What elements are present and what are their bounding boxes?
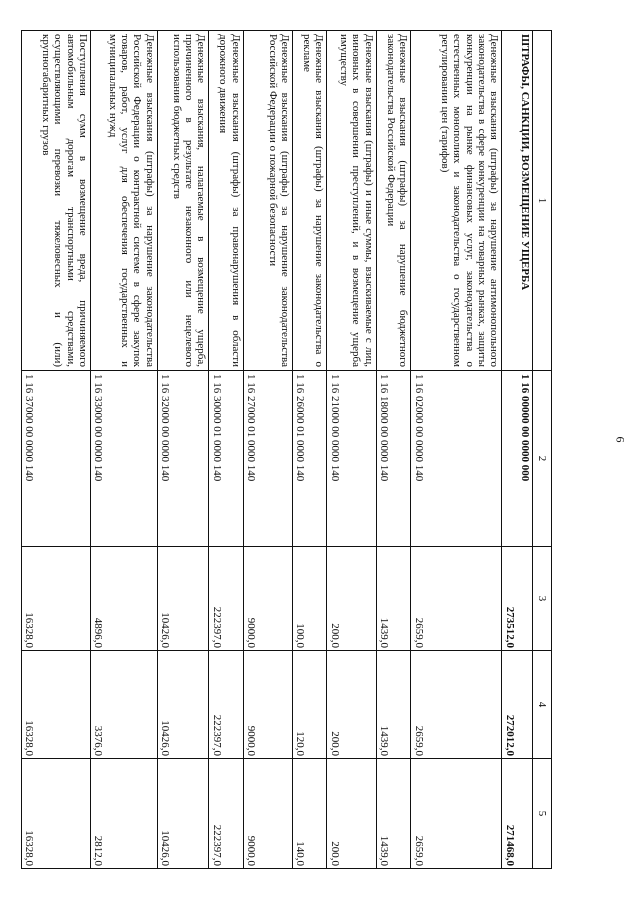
section-total-row (502, 31, 533, 869)
row-value-3: 16328,0 (22, 547, 91, 651)
row-value-4: 120,0 (292, 651, 326, 759)
row-value-4: 3376,0 (91, 651, 158, 759)
row-value-3: 10426,0 (157, 547, 209, 651)
row-code: 1 16 32000 00 0000 140 (157, 371, 209, 547)
column-number-row (533, 31, 552, 869)
row-value-5: 140,0 (292, 759, 326, 869)
section-value-5: 271468,0 (502, 759, 533, 869)
row-value-5: 16328,0 (22, 759, 91, 869)
row-value-3: 1439,0 (376, 547, 410, 651)
row-value-4: 16328,0 (22, 651, 91, 759)
revenue-table (21, 30, 552, 869)
row-value-4: 9000,0 (243, 651, 292, 759)
row-value-4: 222397,0 (209, 651, 243, 759)
row-code: 1 16 30000 01 0000 140 (209, 371, 243, 547)
table-row (209, 31, 243, 869)
row-description: Денежные взыскания (штрафы) и иные суммы, взыскиваемые с лиц, виновных в совершении преступлений, и в возмещение ущерба имуществу (327, 31, 376, 371)
row-description: Денежные взыскания, налагаемые в возмещение ущерба, причиненного в результате незаконного или нецелевого использования бюджетных средств (157, 31, 209, 371)
column-number: 2 (533, 371, 552, 547)
row-code: 1 16 18000 00 0000 140 (376, 371, 410, 547)
table-row (22, 31, 91, 869)
table-row (91, 31, 158, 869)
section-value-4: 272012,0 (502, 651, 533, 759)
row-code: 1 16 26000 01 0000 140 (292, 371, 326, 547)
table-row (376, 31, 410, 869)
table-row (411, 31, 502, 869)
row-value-5: 200,0 (327, 759, 376, 869)
row-value-4: 1439,0 (376, 651, 410, 759)
row-description: Поступления сумм в возмещение вреда, причиняемого автомобильным дорогам транспортными средствами, осуществляющими перевозки тяжеловесных и (или) крупногабаритных грузов (22, 31, 91, 371)
row-description: Денежные взыскания (штрафы) за нарушение законодательства Российской Федерации о пожарной безопасности (243, 31, 292, 371)
section-value-3: 273512,0 (502, 547, 533, 651)
section-code: 1 16 00000 00 0000 000 (502, 371, 533, 547)
row-description: Денежные взыскания (штрафы) за нарушение законодательства Российской Федерации о контрактной системе в сфере закупок товаров, работ, услуг для обеспечения государственных и муниципальных нужд (91, 31, 158, 371)
row-value-3: 100,0 (292, 547, 326, 651)
row-value-5: 10426,0 (157, 759, 209, 869)
row-description: Денежные взыскания (штрафы) за нарушение законодательства о рекламе (292, 31, 326, 371)
table-row (327, 31, 376, 869)
row-code: 1 16 33000 00 0000 140 (91, 371, 158, 547)
row-value-4: 10426,0 (157, 651, 209, 759)
page-number: 6 (613, 436, 628, 443)
table-row (292, 31, 326, 869)
row-value-5: 2659,0 (411, 759, 502, 869)
row-code: 1 16 27000 01 0000 140 (243, 371, 292, 547)
row-value-5: 222397,0 (209, 759, 243, 869)
row-value-5: 1439,0 (376, 759, 410, 869)
column-number: 1 (533, 31, 552, 371)
row-value-3: 200,0 (327, 547, 376, 651)
column-number: 3 (533, 547, 552, 651)
row-value-3: 2659,0 (411, 547, 502, 651)
row-value-3: 222397,0 (209, 547, 243, 651)
row-value-5: 9000,0 (243, 759, 292, 869)
row-value-5: 2812,0 (91, 759, 158, 869)
row-code: 1 16 02000 00 0000 140 (411, 371, 502, 547)
column-number: 4 (533, 651, 552, 759)
table-row (157, 31, 209, 869)
row-description: Денежные взыскания (штрафы) за нарушение бюджетного законодательства Российской Федерации (376, 31, 410, 371)
column-number: 5 (533, 759, 552, 869)
rotated-table-container (21, 30, 552, 868)
row-code: 1 16 21000 00 0000 140 (327, 371, 376, 547)
row-value-4: 2659,0 (411, 651, 502, 759)
row-code: 1 16 37000 00 0000 140 (22, 371, 91, 547)
section-name: ШТРАФЫ, САНКЦИИ, ВОЗМЕЩЕНИЕ УЩЕРБА (502, 31, 533, 371)
row-description: Денежные взыскания (штрафы) за нарушение антимонопольного законодательства в сфере конкуренции на товарных рынках, защиты конкуренции на рынке финансовых услуг, законодательства о естественных монополиях и законодательства о государственном регулировании цен (тарифов) (411, 31, 502, 371)
row-value-3: 9000,0 (243, 547, 292, 651)
row-value-4: 200,0 (327, 651, 376, 759)
row-description: Денежные взыскания (штрафы) за правонарушения в области дорожного движения (209, 31, 243, 371)
row-value-3: 4896,0 (91, 547, 158, 651)
table-row (243, 31, 292, 869)
